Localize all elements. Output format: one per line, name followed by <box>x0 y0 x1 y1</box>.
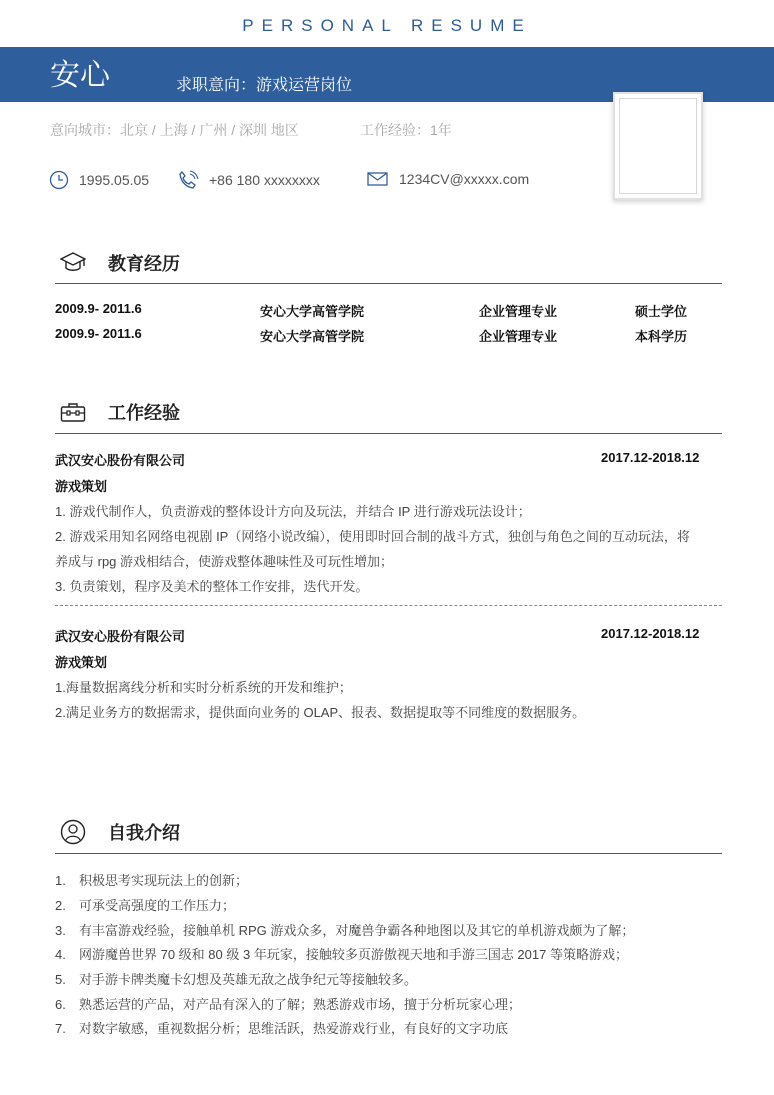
intro-item-number: 4. <box>55 947 66 962</box>
edu-degree: 硕士学位 <box>635 304 688 319</box>
intro-item-number: 2. <box>55 898 66 913</box>
phone-icon <box>177 170 199 190</box>
intro-item-text: 可承受高强度的工作压力； <box>79 898 236 913</box>
education-divider <box>55 283 722 284</box>
work-years: 工作经验：1年 <box>360 122 452 138</box>
intro-item-number: 3. <box>55 923 66 938</box>
job-period: 2017.12-2018.12 <box>601 626 700 641</box>
self-intro-divider <box>55 853 722 854</box>
intro-item-text: 对数字敏感，重视数据分析；思维活跃，热爱游戏行业，有良好的文字功底 <box>79 1021 509 1036</box>
job-detail-line: 2. 游戏采用知名网络电视剧 IP（网络小说改编），使用即时回合制的战斗方式，独创与角色之间的互动玩法，将 <box>55 529 690 544</box>
intro-item-number: 1. <box>55 873 66 888</box>
self-intro-title: 自我介绍 <box>108 823 180 843</box>
intro-item-text: 有丰富游戏经验，接触单机 RPG 游戏众多，对魔兽争霸各种地图以及其它的单机游戏颇为了解； <box>79 923 635 938</box>
intro-item <box>55 994 521 1013</box>
target-city: 意向城市：北京 / 上海 / 广州 / 深圳 地区 <box>50 122 299 138</box>
edu-period: 2009.9- 2011.6 <box>55 326 142 341</box>
graduation-cap-icon <box>60 251 86 275</box>
briefcase-icon <box>60 401 86 423</box>
edu-major: 企业管理专业 <box>479 304 558 319</box>
intro-item-number: 6. <box>55 997 66 1012</box>
candidate-name: 安心 <box>50 59 110 92</box>
intro-item-number: 7. <box>55 1021 66 1036</box>
job-detail-line: 3. 负责策划，程序及美术的整体工作安排，迭代开发。 <box>55 579 369 594</box>
intro-item <box>55 1018 508 1037</box>
intro-item <box>55 920 634 939</box>
intro-item <box>55 969 417 988</box>
edu-major: 企业管理专业 <box>479 329 558 344</box>
job-detail-line: 养成与 rpg 游戏相结合，使游戏整体趣味性及可玩性增加； <box>55 554 394 569</box>
job-company: 武汉安心股份有限公司 <box>55 629 186 644</box>
birthday-contact <box>49 170 149 190</box>
birthday-text: 1995.05.05 <box>79 172 150 188</box>
top-title: PERSONAL RESUME <box>242 16 532 35</box>
work-title: 工作经验 <box>108 403 180 423</box>
work-section-header <box>60 399 180 425</box>
edu-period: 2009.9- 2011.6 <box>55 301 142 316</box>
edu-school: 安心大学高管学院 <box>260 304 365 319</box>
edu-degree: 本科学历 <box>635 329 688 344</box>
self-intro-section-header <box>60 819 180 845</box>
job-role: 游戏策划 <box>55 655 108 670</box>
intro-item-text: 积极思考实现玩法上的创新； <box>79 873 249 888</box>
intro-item-number: 5. <box>55 972 66 987</box>
job-detail-line: 2.满足业务方的数据需求，提供面向业务的 OLAP、报表、数据提取等不同维度的数据服务。 <box>55 705 586 720</box>
clock-icon <box>49 170 69 190</box>
job-detail-line: 1. 游戏代制作人，负责游戏的整体设计方向及玩法，并结合 IP 进行游戏玩法设计； <box>55 504 531 519</box>
edu-school: 安心大学高管学院 <box>260 329 365 344</box>
phone-contact <box>177 170 320 190</box>
work-divider <box>55 433 722 434</box>
phone-text: +86 180 xxxxxxxx <box>209 172 320 188</box>
job-company: 武汉安心股份有限公司 <box>55 453 186 468</box>
education-section-header <box>60 250 180 276</box>
intro-item <box>55 870 248 889</box>
job-detail-line: 1.海量数据离线分析和实时分析系统的开发和维护； <box>55 680 352 695</box>
intro-item-text: 熟悉运营的产品，对产品有深入的了解；熟悉游戏市场，擅于分析玩家心理； <box>79 997 522 1012</box>
intro-item <box>55 895 235 914</box>
email-contact <box>367 170 529 188</box>
job-intent: 求职意向：游戏运营岗位 <box>176 77 353 94</box>
user-icon <box>60 819 86 845</box>
intro-item <box>55 944 628 963</box>
education-title: 教育经历 <box>108 254 180 274</box>
intro-item-text: 网游魔兽世界 70 级和 80 级 3 年玩家，接触较多页游傲视天地和手游三国志 2017 等策略游戏； <box>79 947 628 962</box>
job-period: 2017.12-2018.12 <box>601 450 700 465</box>
photo-placeholder[interactable] <box>613 92 703 200</box>
job-role: 游戏策划 <box>55 479 108 494</box>
email-text[interactable]: 1234CV@xxxxx.com <box>399 171 530 187</box>
job-separator <box>55 605 722 606</box>
intro-item-text: 对手游卡牌类魔卡幻想及英雄无敌之战争纪元等接触较多。 <box>79 972 418 987</box>
mail-icon <box>367 170 389 188</box>
